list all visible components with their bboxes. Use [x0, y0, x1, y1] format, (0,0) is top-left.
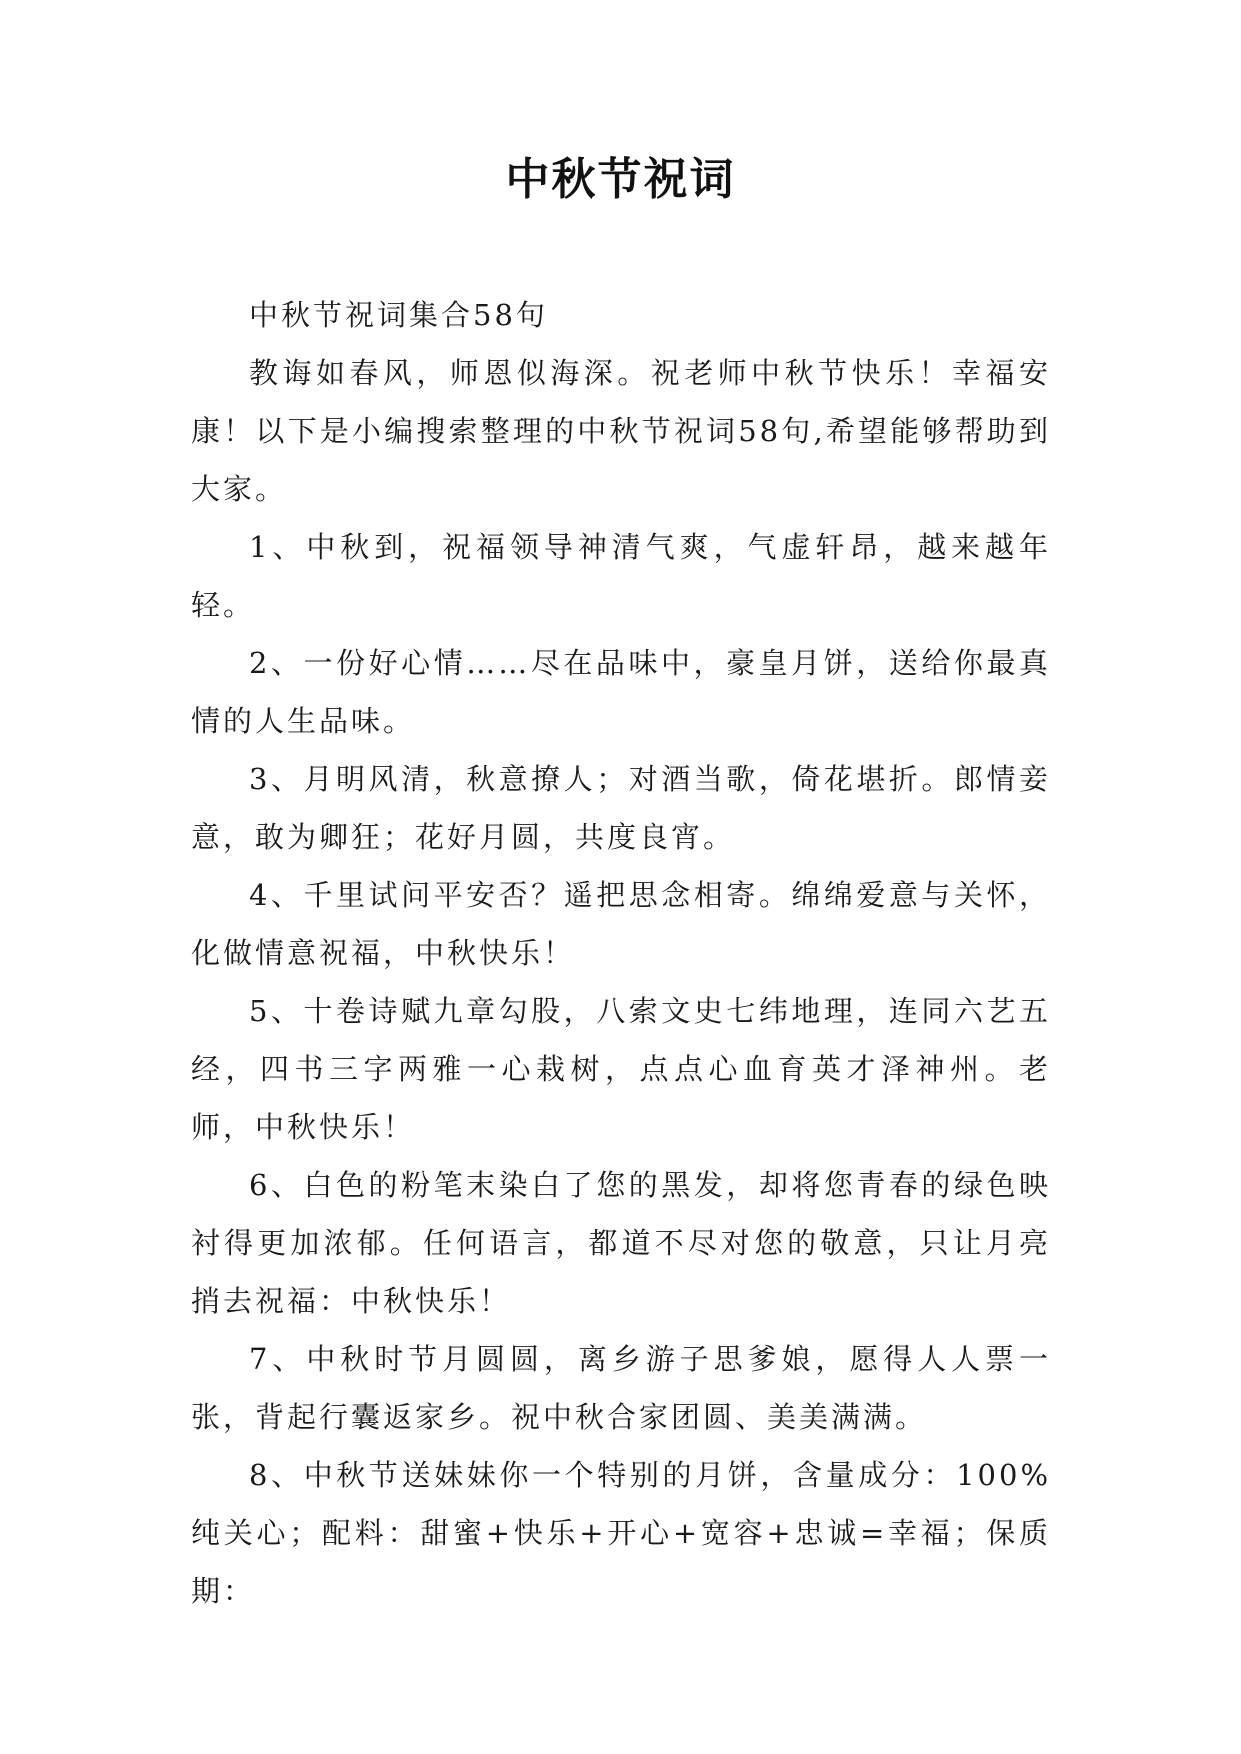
paragraph-item-1: 1、中秋到，祝福领导神清气爽，气虚轩昂，越来越年轻。 [191, 530, 1051, 622]
paragraph-subtitle: 中秋节祝词集合58句 [249, 298, 548, 332]
paragraph-item-7: 7、中秋时节月圆圆，离乡游子思爹娘，愿得人人票一张，背起行囊返家乡。祝中秋合家团圆、美美满满。 [191, 1342, 1051, 1434]
document-title: 中秋节祝词 [505, 154, 736, 205]
paragraph-item-2: 2、一份好心情……尽在品味中，豪皇月饼，送给你最真情的人生品味。 [191, 646, 1051, 738]
paragraph-item-6: 6、白色的粉笔末染白了您的黑发，却将您青春的绿色映衬得更加浓郁。任何语言，都道不尽对您的敬意，只让月亮捎去祝福：中秋快乐！ [191, 1168, 1051, 1318]
paragraph-item-3: 3、月明风清，秋意撩人；对酒当歌，倚花堪折。郎情妾意，敢为卿狂；花好月圆，共度良宵。 [191, 762, 1051, 854]
paragraph-item-4: 4、千里试问平安否？遥把思念相寄。绵绵爱意与关怀，化做情意祝福，中秋快乐！ [191, 878, 1051, 970]
paragraph-intro: 教诲如春风，师恩似海深。祝老师中秋节快乐！幸福安康！以下是小编搜索整理的中秋节祝词58句,希望能够帮助到大家。 [191, 356, 1051, 506]
paragraph-item-5: 5、十卷诗赋九章勾股，八索文史七纬地理，连同六艺五经，四书三字两雅一心栽树，点点心血育英才泽神州。老师，中秋快乐！ [191, 994, 1051, 1144]
paragraph-item-8: 8、中秋节送妹妹你一个特别的月饼，含量成分：100%纯关心；配料：甜蜜+快乐+开心+宽容+忠诚=幸福；保质期： [191, 1458, 1051, 1608]
document-body [191, 286, 1051, 1620]
